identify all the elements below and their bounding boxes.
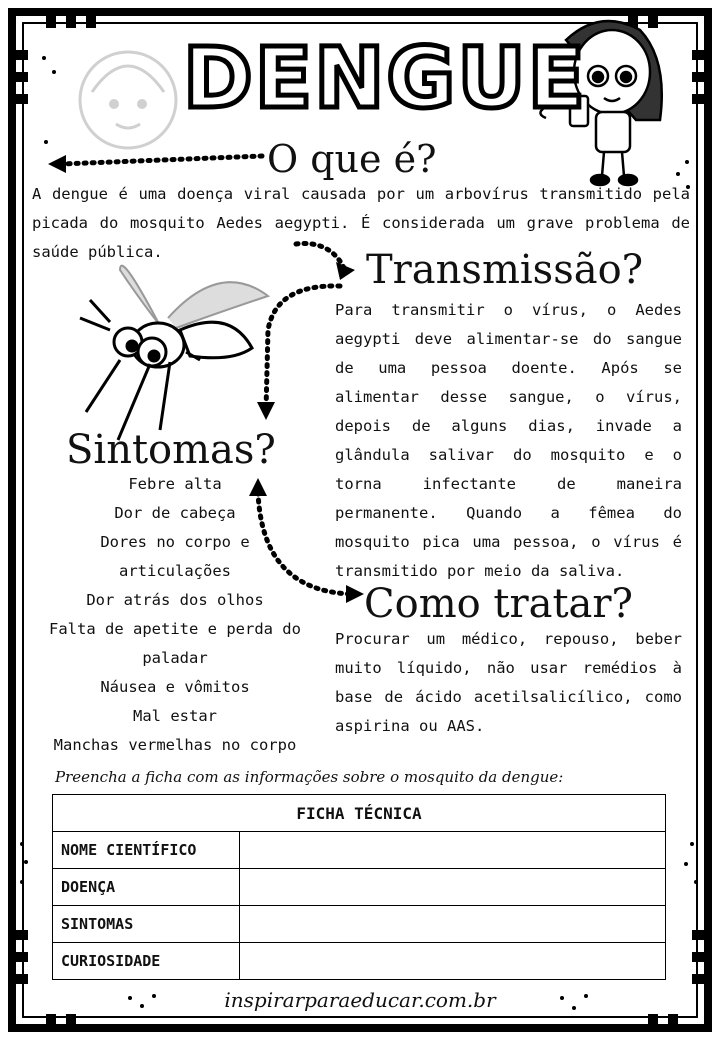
o-que-e-paragraph: A dengue é uma doença viral causada por um arbovírus transmitido pela picada do mosquito Aedes aegypti. É considerada um grave problema de saúde pública. (32, 185, 690, 261)
symptom-item: paladar (142, 649, 208, 667)
arrow-o-que-e (62, 156, 262, 164)
symptom-item: Náusea e vômitos (100, 678, 250, 696)
mosquito-illustration (80, 266, 268, 440)
worksheet-instruction: Preencha a ficha com as informações sobre o mosquito da dengue: (55, 768, 564, 786)
page-title: DENGUE (183, 29, 587, 127)
symptom-item: Dor de cabeça (114, 504, 236, 522)
transmissao-paragraph: Para transmitir o vírus, o Aedes aegypti deve alimentar-se do sangue de uma pessoa doente. Após se alimentar desse sangue, o vírus, depois de alguns dias, invade a glândula salivar do mosquito e o torna infectante de maneira permanente. Quando a fêmea do mosquito pica uma pessoa, o vírus é transmitido por meio da saliva. (335, 301, 682, 580)
table-row (53, 906, 666, 943)
ficha-tecnica-table (52, 794, 666, 980)
symptoms-list (30, 470, 320, 760)
row-label-sintomas: SINTOMAS (53, 906, 240, 943)
heading-como-tratar: Como tratar? (364, 581, 633, 627)
table-row (53, 869, 666, 906)
table-row (53, 943, 666, 980)
heading-transmissao: Transmissão? (366, 247, 644, 293)
symptom-item: articulações (119, 562, 231, 580)
table-row (53, 832, 666, 869)
answer-field-curiosidade[interactable] (240, 943, 666, 980)
symptom-item: Dor atrás dos olhos (86, 591, 264, 609)
heading-sintomas: Sintomas? (66, 427, 276, 473)
answer-field-doenca[interactable] (240, 869, 666, 906)
symptom-item: Febre alta (128, 475, 222, 493)
symptom-item: Falta de apetite e perda do (49, 620, 301, 638)
symptom-item: Manchas vermelhas no corpo (53, 736, 297, 754)
footer-website: inspirarparaeducar.com.br (224, 988, 496, 1012)
answer-field-sintomas[interactable] (240, 906, 666, 943)
symptom-item: Dores no corpo e (100, 533, 250, 551)
watermark-girl-illustration (80, 52, 176, 148)
heading-o-que-e: O que é? (267, 137, 437, 181)
row-label-curiosidade: CURIOSIDADE (53, 943, 240, 980)
row-label-nome-cientifico: NOME CIENTÍFICO (53, 832, 240, 869)
arrow-to-sintomas (266, 286, 340, 410)
como-tratar-paragraph: Procurar um médico, repouso, beber muito líquido, não usar remédios à base de ácido acetilsalicílico, como aspirina ou AAS. (335, 630, 682, 735)
ficha-tecnica-header: FICHA TÉCNICA (53, 795, 666, 832)
answer-field-nome-cientifico[interactable] (240, 832, 666, 869)
symptom-item: Mal estar (133, 707, 217, 725)
row-label-doenca: DOENÇA (53, 869, 240, 906)
